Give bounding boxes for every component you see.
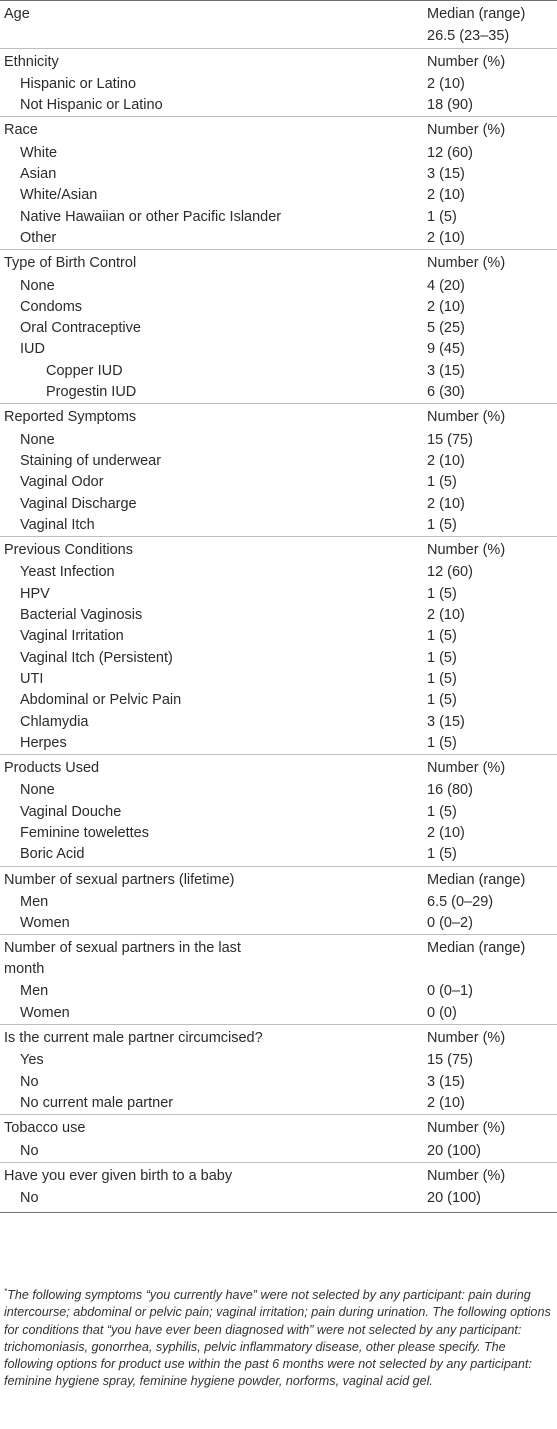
row-label: No current male partner [20, 1094, 174, 1111]
section-header-row [0, 1025, 557, 1051]
row-value: 1 (5) [427, 734, 457, 751]
section-header-row [0, 1, 557, 27]
demographics-table-body [0, 1, 557, 1213]
row-value: 2 (10) [427, 1094, 465, 1111]
row-label: IUD [20, 341, 45, 358]
row-label: UTI [20, 670, 44, 687]
row-value: 1 (5) [427, 585, 457, 602]
row-value: 0 (0–2) [427, 915, 473, 932]
row-label: No [20, 1142, 39, 1159]
row-label: No [0, 1188, 426, 1213]
row-label: Oral Contraceptive [20, 320, 141, 337]
row-value: 2 (10) [427, 452, 465, 469]
row-label: Herpes [20, 734, 67, 751]
row-value: 3 (15) [427, 166, 465, 183]
section-header-row [0, 404, 557, 430]
row-value: 5 (25) [427, 320, 465, 337]
row-value: 20 (100) [427, 1142, 482, 1159]
row-label: Boric Acid [20, 846, 85, 863]
section-header-row [0, 537, 557, 563]
section-header-row [0, 48, 557, 74]
table-row [0, 892, 557, 913]
section-header-row [0, 117, 557, 143]
table-row [0, 382, 557, 404]
table-row [0, 164, 557, 185]
table-row [0, 297, 557, 318]
row-value: 1 (5) [427, 628, 457, 645]
table-row [0, 318, 557, 339]
section-header-row [0, 866, 557, 892]
table-row [0, 451, 557, 472]
table-row [0, 626, 557, 647]
table-row [0, 1072, 557, 1093]
row-label [0, 26, 426, 48]
row-value: 3 (15) [427, 362, 465, 379]
row-value: 18 (90) [427, 97, 473, 114]
row-label: Women [20, 915, 70, 932]
table-row [0, 1141, 557, 1163]
section-statistic-label: Number (%) [426, 755, 557, 781]
row-value: 9 (45) [427, 341, 465, 358]
table-row [0, 74, 557, 95]
row-label: None [20, 277, 55, 294]
row-label: None [20, 782, 55, 799]
section-statistic-label: Number (%) [426, 250, 557, 276]
row-value: 2 (10) [427, 229, 465, 246]
row-label: Vaginal Irritation [20, 628, 124, 645]
row-label: Yeast Infection [20, 564, 115, 581]
row-label: Other [20, 229, 57, 246]
row-value: 2 (10) [427, 298, 465, 315]
section-header-label: Have you ever given birth to a baby [0, 1162, 426, 1188]
row-label: Men [20, 893, 49, 910]
table-row [0, 143, 557, 164]
table-row [0, 584, 557, 605]
row-value: 1 (5) [427, 846, 457, 863]
row-label: HPV [20, 585, 50, 602]
section-statistic-label: Median (range) [426, 866, 557, 892]
section-statistic-label: Median (range) [426, 935, 557, 982]
row-label: Not Hispanic or Latino [20, 97, 163, 114]
row-label: Men [20, 983, 49, 1000]
section-header-row [0, 1115, 557, 1141]
row-label: Abdominal or Pelvic Pain [20, 692, 182, 709]
row-value: 1 (5) [427, 208, 457, 225]
section-header-row [0, 250, 557, 276]
table-row [0, 207, 557, 228]
table-row [0, 1050, 557, 1071]
row-label: Native Hawaiian or other Pacific Islander [20, 208, 282, 225]
table-row [0, 185, 557, 206]
row-label: Feminine towelettes [20, 824, 149, 841]
row-value: 0 (0–1) [427, 983, 473, 1000]
section-statistic-label: Number (%) [426, 404, 557, 430]
row-value: 1 (5) [427, 474, 457, 491]
row-value: 1 (5) [427, 516, 457, 533]
row-value: 15 (75) [427, 431, 473, 448]
section-statistic-label: Number (%) [426, 1115, 557, 1141]
row-label: Vaginal Itch (Persistent) [20, 649, 173, 666]
row-label: Staining of underwear [20, 452, 162, 469]
section-header-label: Age [0, 1, 426, 27]
row-value: 12 (60) [427, 144, 473, 161]
table-row [0, 823, 557, 844]
table-row [0, 562, 557, 583]
row-value: 1 (5) [427, 649, 457, 666]
row-label: Progestin IUD [46, 384, 137, 401]
table-row [0, 605, 557, 626]
section-header-label: Race [0, 117, 426, 143]
footnote-text: The following symptoms “you currently have” were not selected by any participant: pain during intercourse; abdominal or pelvic pain; vaginal irritation; pain during urination. The following options for conditions that “you have ever been diagnosed with” were not selected by any participant: trichomoniasis, gonorrhea, syphilis, pelvic inflammatory disease, other please specify. The following options for product use within the past 6 months were not selected by any participant: feminine hygiene spray, feminine hygiene powder, norforms, vaginal acid gel. [4, 1288, 551, 1389]
row-label: No [20, 1073, 39, 1090]
section-statistic-label: Number (%) [426, 1025, 557, 1051]
row-label: Vaginal Discharge [20, 495, 137, 512]
row-value: 6 (30) [427, 384, 465, 401]
section-header-label: Tobacco use [0, 1115, 426, 1141]
table-row [0, 981, 557, 1002]
section-header-label: Type of Birth Control [0, 250, 426, 276]
section-header-label: Ethnicity [0, 48, 426, 74]
section-header-label: Previous Conditions [0, 537, 426, 563]
table-row [0, 515, 557, 537]
row-value: 16 (80) [427, 782, 473, 799]
section-header-label: Number of sexual partners (lifetime) [0, 866, 426, 892]
table-row [0, 913, 557, 935]
table-row [0, 361, 557, 382]
section-header-row [0, 935, 557, 982]
row-value: 1 (5) [427, 692, 457, 709]
row-value: 2 (10) [427, 75, 465, 92]
table-row [0, 1003, 557, 1025]
row-label: Asian [20, 166, 57, 183]
row-value: 2 (10) [427, 607, 465, 624]
row-label: White [20, 144, 58, 161]
row-value: 3 (15) [427, 713, 465, 730]
table-row [0, 1188, 557, 1213]
row-label: Copper IUD [46, 362, 123, 379]
table-row [0, 276, 557, 297]
row-value: 2 (10) [427, 495, 465, 512]
section-header-row [0, 755, 557, 781]
table-row [0, 780, 557, 801]
row-value: 26.5 (23–35) [427, 28, 510, 45]
row-value: 12 (60) [427, 564, 473, 581]
row-label: None [20, 431, 55, 448]
section-statistic-label: Median (range) [426, 1, 557, 27]
footnote-marker: * [4, 1287, 8, 1296]
table-row [0, 494, 557, 515]
row-label: Bacterial Vaginosis [20, 607, 143, 624]
section-header-label: Is the current male partner circumcised? [0, 1025, 426, 1051]
section-header-label: Number of sexual partners in the last month [0, 935, 426, 982]
section-statistic-label: Number (%) [426, 117, 557, 143]
row-label: Yes [20, 1052, 44, 1069]
row-label: Vaginal Odor [20, 474, 104, 491]
section-statistic-label: Number (%) [426, 537, 557, 563]
section-header-row [0, 1162, 557, 1188]
table-row [0, 690, 557, 711]
row-label: Vaginal Douche [20, 803, 122, 820]
table-row [0, 844, 557, 866]
table-footnote [0, 1287, 557, 1391]
section-statistic-label: Number (%) [426, 48, 557, 74]
section-header-label: Reported Symptoms [0, 404, 426, 430]
row-label: White/Asian [20, 187, 98, 204]
row-label: Vaginal Itch [20, 516, 95, 533]
table-row [0, 802, 557, 823]
row-value: 1 (5) [427, 803, 457, 820]
row-value: 6.5 (0–29) [427, 893, 494, 910]
row-value: 4 (20) [427, 277, 465, 294]
section-statistic-label: Number (%) [426, 1162, 557, 1188]
row-label: Women [20, 1004, 70, 1021]
table-row [0, 712, 557, 733]
row-value: 2 (10) [427, 187, 465, 204]
row-value: 1 (5) [427, 670, 457, 687]
table-row [0, 339, 557, 360]
table-row [0, 26, 557, 48]
table-row [0, 228, 557, 250]
table-row [0, 472, 557, 493]
table-row [0, 733, 557, 755]
table-row [0, 1093, 557, 1115]
table-row [0, 648, 557, 669]
table-row [0, 430, 557, 451]
row-value: 0 (0) [427, 1004, 457, 1021]
row-label: Condoms [20, 298, 83, 315]
row-value: 20 (100) [426, 1188, 557, 1213]
row-label: Hispanic or Latino [20, 75, 137, 92]
row-value: 15 (75) [427, 1052, 473, 1069]
row-value: 2 (10) [427, 824, 465, 841]
section-header-label: Products Used [0, 755, 426, 781]
row-value: 3 (15) [427, 1073, 465, 1090]
table-row [0, 95, 557, 117]
row-label: Chlamydia [20, 713, 89, 730]
table-row [0, 669, 557, 690]
